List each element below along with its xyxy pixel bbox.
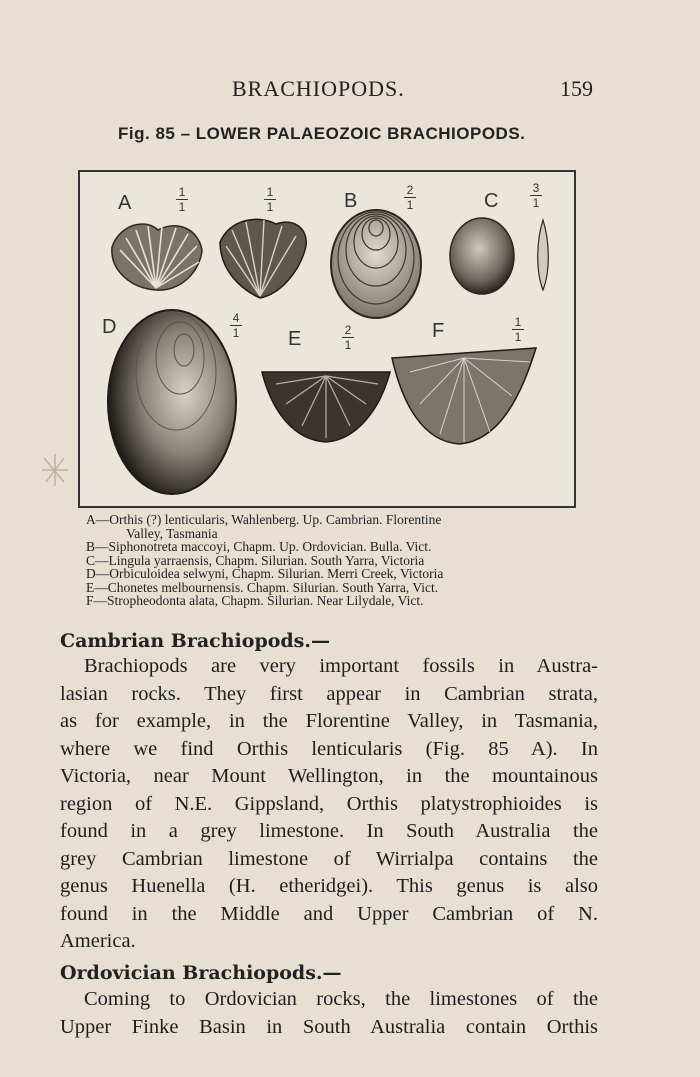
scale-numerator: 3 [532, 181, 540, 195]
scale-numerator: 1 [178, 185, 186, 199]
scale-a-left [174, 186, 190, 213]
scale-denominator: 1 [406, 198, 414, 212]
scale-denominator: 1 [178, 200, 186, 214]
page-number: 159 [560, 76, 593, 101]
text-line: genus Huenella (H. etheridgei). This genus is also [60, 875, 598, 897]
caption-c: C—Lingula yarraensis, Chapm. Silurian. South Yarra, Victoria [86, 552, 425, 568]
text-line: found in the Middle and Upper Cambrian of N. [60, 902, 598, 925]
running-title: BRACHIOPODS. [232, 76, 405, 101]
text-line: grey Cambrian limestone of Wirrialpa contains the [60, 847, 598, 870]
page-header [0, 76, 700, 104]
text-line: region of N.E. Gippsland, Orthis platystrophioides is [60, 792, 598, 815]
shell-e [262, 372, 390, 442]
shell-b [331, 210, 421, 318]
paper-smudge [40, 452, 70, 488]
scale-denominator: 1 [532, 196, 540, 210]
figure-plate [78, 170, 576, 508]
plate-label-f: F [432, 320, 445, 342]
text-line: found in a grey limestone. In South Australia the [60, 820, 598, 842]
scale-denominator: 1 [344, 338, 352, 352]
scale-denominator: 1 [514, 330, 522, 344]
plate-label-d: D [102, 316, 117, 338]
figure-title: Fig. 85 – LOWER PALAEOZOIC BRACHIOPODS. [118, 124, 526, 143]
caption-a-continued: Valley, Tasmania [126, 525, 218, 541]
plate-label-c: C [484, 190, 499, 212]
text-line: Coming to Ordovician rocks, the limestones of the [84, 988, 598, 1010]
text-line: Upper Finke Basin in South Australia contain Orthis [60, 1015, 598, 1038]
shell-d [108, 310, 236, 494]
scale-numerator: 2 [344, 323, 352, 337]
figure-captions [86, 513, 586, 608]
scale-f [510, 316, 526, 343]
section-heading-ordovician: Ordovician Brachiopods.— [60, 962, 342, 984]
text-line: Brachiopods are very important fossils in Austra- [84, 655, 598, 677]
shell-c [450, 218, 548, 294]
paragraph-ordovician [60, 986, 598, 1041]
text-line: where we find Orthis lenticularis (Fig. 85 A). In [60, 737, 598, 760]
brachiopod-illustrations [80, 172, 574, 506]
plate-label-b: B [344, 190, 358, 212]
scale-b [402, 184, 418, 211]
caption-a: A—Orthis (?) lenticularis, Wahlenberg. Up. Cambrian. Florentine [86, 512, 442, 527]
scale-numerator: 2 [406, 183, 414, 197]
scale-e [340, 324, 356, 351]
scale-denominator: 1 [232, 326, 240, 340]
scale-numerator: 1 [266, 185, 274, 199]
scale-numerator: 4 [232, 311, 240, 325]
caption-e: E—Chonetes melbournensis. Chapm. Silurian. South Yarra, Vict. [86, 579, 439, 595]
section-heading-cambrian: Cambrian Brachiopods.— [60, 630, 330, 652]
scale-a-right [262, 186, 278, 213]
shell-a-left [112, 224, 202, 290]
shell-a-right [220, 219, 306, 298]
scale-denominator: 1 [266, 200, 274, 214]
scale-d [228, 312, 244, 339]
text-line: lasian rocks. They first appear in Cambrian strata, [60, 682, 598, 705]
paragraph-cambrian [60, 653, 598, 956]
scale-c [528, 182, 544, 209]
text-line: Victoria, near Mount Wellington, in the mountainous [60, 765, 598, 787]
caption-f: F—Stropheodonta alata, Chapm. Silurian. Near Lilydale, Vict. [86, 593, 424, 608]
plate-label-a: A [118, 192, 132, 214]
text-line: as for example, in the Florentine Valley, in Tasmania, [60, 710, 598, 732]
plate-label-e: E [288, 328, 302, 350]
shell-f [392, 348, 536, 444]
scale-numerator: 1 [514, 315, 522, 329]
caption-b: B—Siphonotreta maccoyi, Chapm. Up. Ordovician. Bulla. Vict. [86, 539, 432, 554]
caption-d: D—Orbiculoidea selwyni, Chapm. Silurian. Merri Creek, Victoria [86, 566, 444, 581]
text-line: America. [60, 930, 136, 952]
